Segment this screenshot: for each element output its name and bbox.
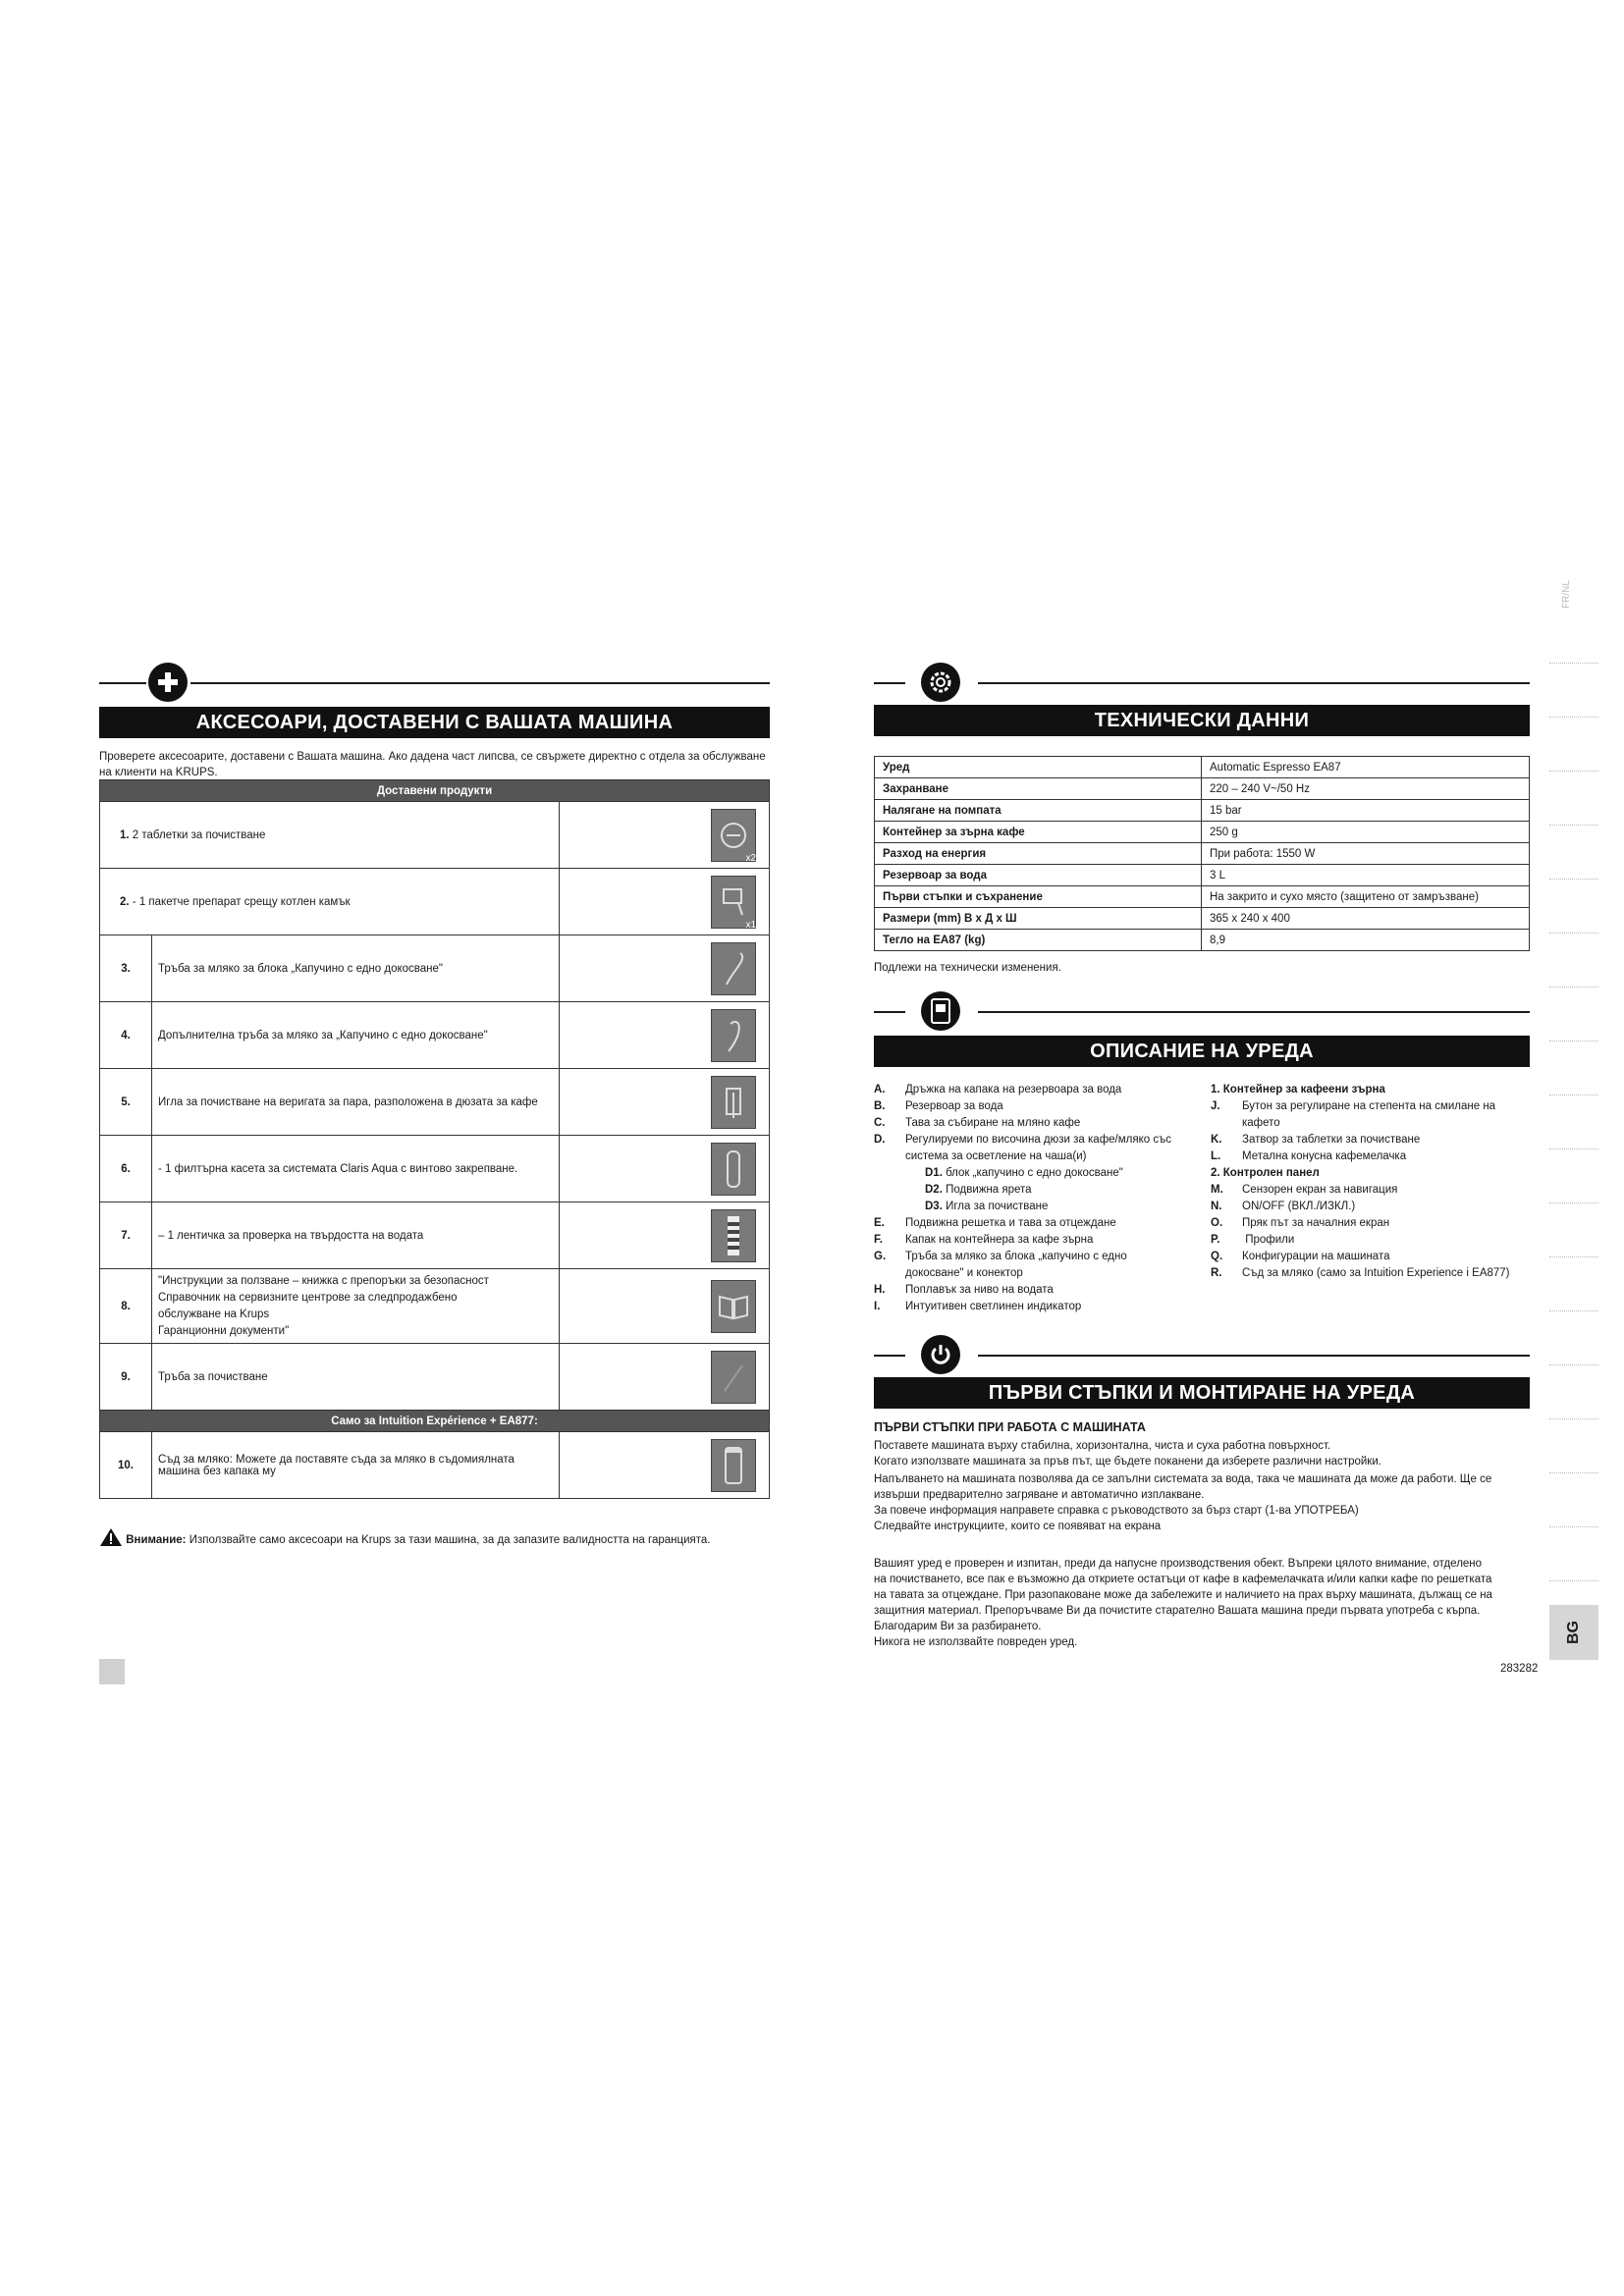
- table-row: 2. - 1 пакетче препарат срещу котлен камък x1: [100, 869, 770, 935]
- list-item: F. Капак на контейнера за кафе зърна: [874, 1234, 1094, 1246]
- list-item: E. Подвижна решетка и тава за отцеждане: [874, 1217, 1116, 1229]
- list-item: C. Тава за събиране на мляно кафе: [874, 1117, 1081, 1129]
- list-item: докосване" и конектор: [905, 1267, 1023, 1279]
- side-divider: [1549, 879, 1598, 880]
- side-divider: [1549, 987, 1598, 988]
- side-divider: [1549, 1256, 1598, 1257]
- tech-rule-left: [874, 682, 905, 684]
- page-corner-square-left: [99, 1659, 125, 1684]
- table-row: 9. Тръба за почистване: [100, 1344, 770, 1411]
- tech-title: ТЕХНИЧЕСКИ ДАННИ: [874, 705, 1530, 736]
- list-item: N. ON/OFF (ВКЛ./ИЗКЛ.): [1211, 1201, 1356, 1212]
- list-item: D. Регулируеми по височина дюзи за кафе/мляко със: [874, 1134, 1172, 1146]
- table-row: Размери (mm) В x Д x Ш 365 x 240 x 400: [875, 908, 1530, 930]
- first-steps-rule-right: [978, 1355, 1530, 1357]
- list-item: I. Интуитивен светлинен индикатор: [874, 1301, 1082, 1312]
- description-title: ОПИСАНИЕ НА УРЕДА: [874, 1036, 1530, 1067]
- extra-milk-tube-image: [711, 1009, 756, 1062]
- table-row: 10. Съд за мляко: Можете да поставяте съда за мляко в съдомиялната машина без капака му: [100, 1432, 770, 1499]
- milk-container-image: [711, 1439, 756, 1492]
- list-item: P. Профили: [1211, 1234, 1295, 1246]
- side-divider: [1549, 1148, 1598, 1149]
- warning-note: Внимание: Използвайте само аксесоари на Krups за тази машина, за да запазите валидността на гаранцията.: [99, 1527, 786, 1552]
- first-steps-title: ПЪРВИ СТЪПКИ И МОНТИРАНЕ НА УРЕДА: [874, 1377, 1530, 1409]
- accessories-intro: Проверете аксесоарите, доставени с Вашата машина. Ако дадена част липсва, се свържете директно с отдела за обслужване на клиенти на KRUPS.: [99, 751, 766, 778]
- cleaning-tube-image: [711, 1351, 756, 1404]
- table-row: 1. 2 таблетки за почистване x2: [100, 802, 770, 869]
- side-divider: [1549, 771, 1598, 772]
- list-item: G. Тръба за мляко за блока „капучино с едно: [874, 1251, 1127, 1262]
- side-divider: [1549, 1418, 1598, 1419]
- tech-rule-right: [978, 682, 1530, 684]
- table-row: Резервоар за вода 3 L: [875, 865, 1530, 886]
- accessories-title: АКСЕСОАРИ, ДОСТАВЕНИ С ВАШАТА МАШИНА: [99, 707, 770, 738]
- side-divider: [1549, 1364, 1598, 1365]
- table-row: 6. - 1 филтърна касета за системата Claris Aqua с винтово закрепване.: [100, 1136, 770, 1202]
- list-item: D1. блок „капучино с едно докосване": [925, 1167, 1123, 1179]
- accessories-rule-left: [99, 682, 146, 684]
- power-icon: [921, 1335, 960, 1374]
- gear-icon: [921, 663, 960, 702]
- first-steps-rule-left: [874, 1355, 905, 1357]
- table-header: Доставени продукти: [100, 780, 770, 802]
- first-steps-paragraph-2: Вашият уред е проверен и изпитан, преди да напусне производствения обект. Въпреки цялото внимание, отделено на почистването, все пак е възможно да откриете остатъци от кафе в кафемелачката и/или капки кафе по решетката на тавата за отцеждане. При разопаковане може да забележите и наличието на прах върху машината, дължащ се на защитния материал. Препоръчваме Ви да почистите старателно Вашата машина преди първата употреба с кърпа. Благодарим Ви за разбирането. Никога не използвайте повреден уред.: [874, 1558, 1492, 1648]
- desc-rule-right: [978, 1011, 1530, 1013]
- descaler-packet-image: x1: [711, 876, 756, 929]
- table-row: 7. – 1 лентичка за проверка на твърдостта на водата: [100, 1202, 770, 1269]
- list-item: система за осветление на чаша(и): [905, 1150, 1087, 1162]
- list-item: J. Бутон за регулиране на степента на смилане на: [1211, 1100, 1496, 1112]
- side-divider: [1549, 717, 1598, 718]
- filter-cartridge-image: [711, 1143, 756, 1196]
- description-list-right: [1211, 1082, 1535, 1282]
- list-item: H. Поплавък за ниво на водата: [874, 1284, 1054, 1296]
- list-item: L. Метална конусна кафемелачка: [1211, 1150, 1407, 1162]
- table-row: 3. Тръба за мляко за блока „Капучино с едно докосване": [100, 935, 770, 1002]
- list-item: D2. Подвижна ярета: [925, 1184, 1032, 1196]
- machine-icon: [921, 991, 960, 1031]
- side-divider: [1549, 1472, 1598, 1473]
- document-code: 283282: [1500, 1663, 1539, 1675]
- side-divider: [1549, 663, 1598, 664]
- table-row: 5. Игла за почистване на веригата за пара, разположена в дюзата за кафе: [100, 1069, 770, 1136]
- list-item: Q. Конфигурации на машината: [1211, 1251, 1390, 1262]
- list-heading: 2. Контролен панел: [1211, 1167, 1320, 1179]
- list-item: R. Съд за мляко (само за Intuition Experience i EA877): [1211, 1267, 1510, 1279]
- warning-icon: [99, 1527, 123, 1552]
- plus-icon: [148, 663, 188, 702]
- side-divider: [1549, 1580, 1598, 1581]
- language-tab: BG: [1549, 1605, 1598, 1660]
- milk-tube-image: [711, 942, 756, 995]
- side-divider: [1549, 933, 1598, 934]
- test-strip-image: [711, 1209, 756, 1262]
- table-row: Първи стъпки и съхранение На закрито и сухо място (защитено от замръзване): [875, 886, 1530, 908]
- list-item: B. Резервоар за вода: [874, 1100, 1003, 1112]
- cleaning-tablet-image: x2: [711, 809, 756, 862]
- side-divider: [1549, 1526, 1598, 1527]
- first-steps-paragraph-1: Поставете машината върху стабилна, хоризонтална, чиста и суха работна повърхност. Когато използвате машината за пръв път, ще бъдете поканени да изберете различни настройки. Напълването на машината позволява да се запълни системата за вода, така че машината да може да работи. Ще се извърши предварително загряване и автоматично изплакване. За повече информация направете справка с ръководството за бърз старт (1-ва УПОТРЕБА) Следвайте инструкциите, които се появяват на екрана: [874, 1440, 1492, 1532]
- table-row: Разход на енергия При работа: 1550 W: [875, 843, 1530, 865]
- table-row: Налягане на помпата 15 bar: [875, 800, 1530, 822]
- cleaning-needle-image: [711, 1076, 756, 1129]
- accessories-rule-right: [190, 682, 770, 684]
- table-row: 4. Допълнителна тръба за мляко за „Капучино с едно докосване": [100, 1002, 770, 1069]
- accessories-table: [99, 779, 770, 1499]
- table-row: Контейнер за зърна кафе 250 g: [875, 822, 1530, 843]
- list-heading: 1. Контейнер за кафеени зърна: [1211, 1084, 1385, 1095]
- list-item: A. Дръжка на капака на резервоара за вода: [874, 1084, 1122, 1095]
- first-steps-subtitle: ПЪРВИ СТЪПКИ ПРИ РАБОТА С МАШИНАТА: [874, 1420, 1146, 1434]
- description-list-left: [874, 1082, 1208, 1315]
- table-subheader: Само за Intuition Expérience + EA877:: [100, 1411, 770, 1432]
- table-row: Уред Automatic Espresso EA87: [875, 757, 1530, 778]
- table-row: Захранване 220 – 240 V~/50 Hz: [875, 778, 1530, 800]
- table-row: Тегло на EA87 (kg) 8,9: [875, 930, 1530, 951]
- side-divider: [1549, 1310, 1598, 1311]
- side-divider: [1549, 825, 1598, 826]
- tech-table: [874, 756, 1530, 951]
- table-row: 8. "Инструкции за ползване – книжка с препоръки за безопасност Справочник на сервизните центрове за следпродажбено обслужване на Krups Гаранционни документи": [100, 1269, 770, 1344]
- list-item: D3. Игла за почистване: [925, 1201, 1049, 1212]
- desc-rule-left: [874, 1011, 905, 1013]
- list-item: O. Пряк път за началния екран: [1211, 1217, 1390, 1229]
- list-item: кафето: [1242, 1117, 1280, 1129]
- faint-language-tab: FR/NL: [1561, 580, 1572, 609]
- list-item: M. Сензорен екран за навигация: [1211, 1184, 1398, 1196]
- side-divider: [1549, 1202, 1598, 1203]
- list-item: K. Затвор за таблетки за почистване: [1211, 1134, 1421, 1146]
- manual-booklet-image: [711, 1280, 756, 1333]
- tech-note: Подлежи на технически изменения.: [874, 962, 1061, 974]
